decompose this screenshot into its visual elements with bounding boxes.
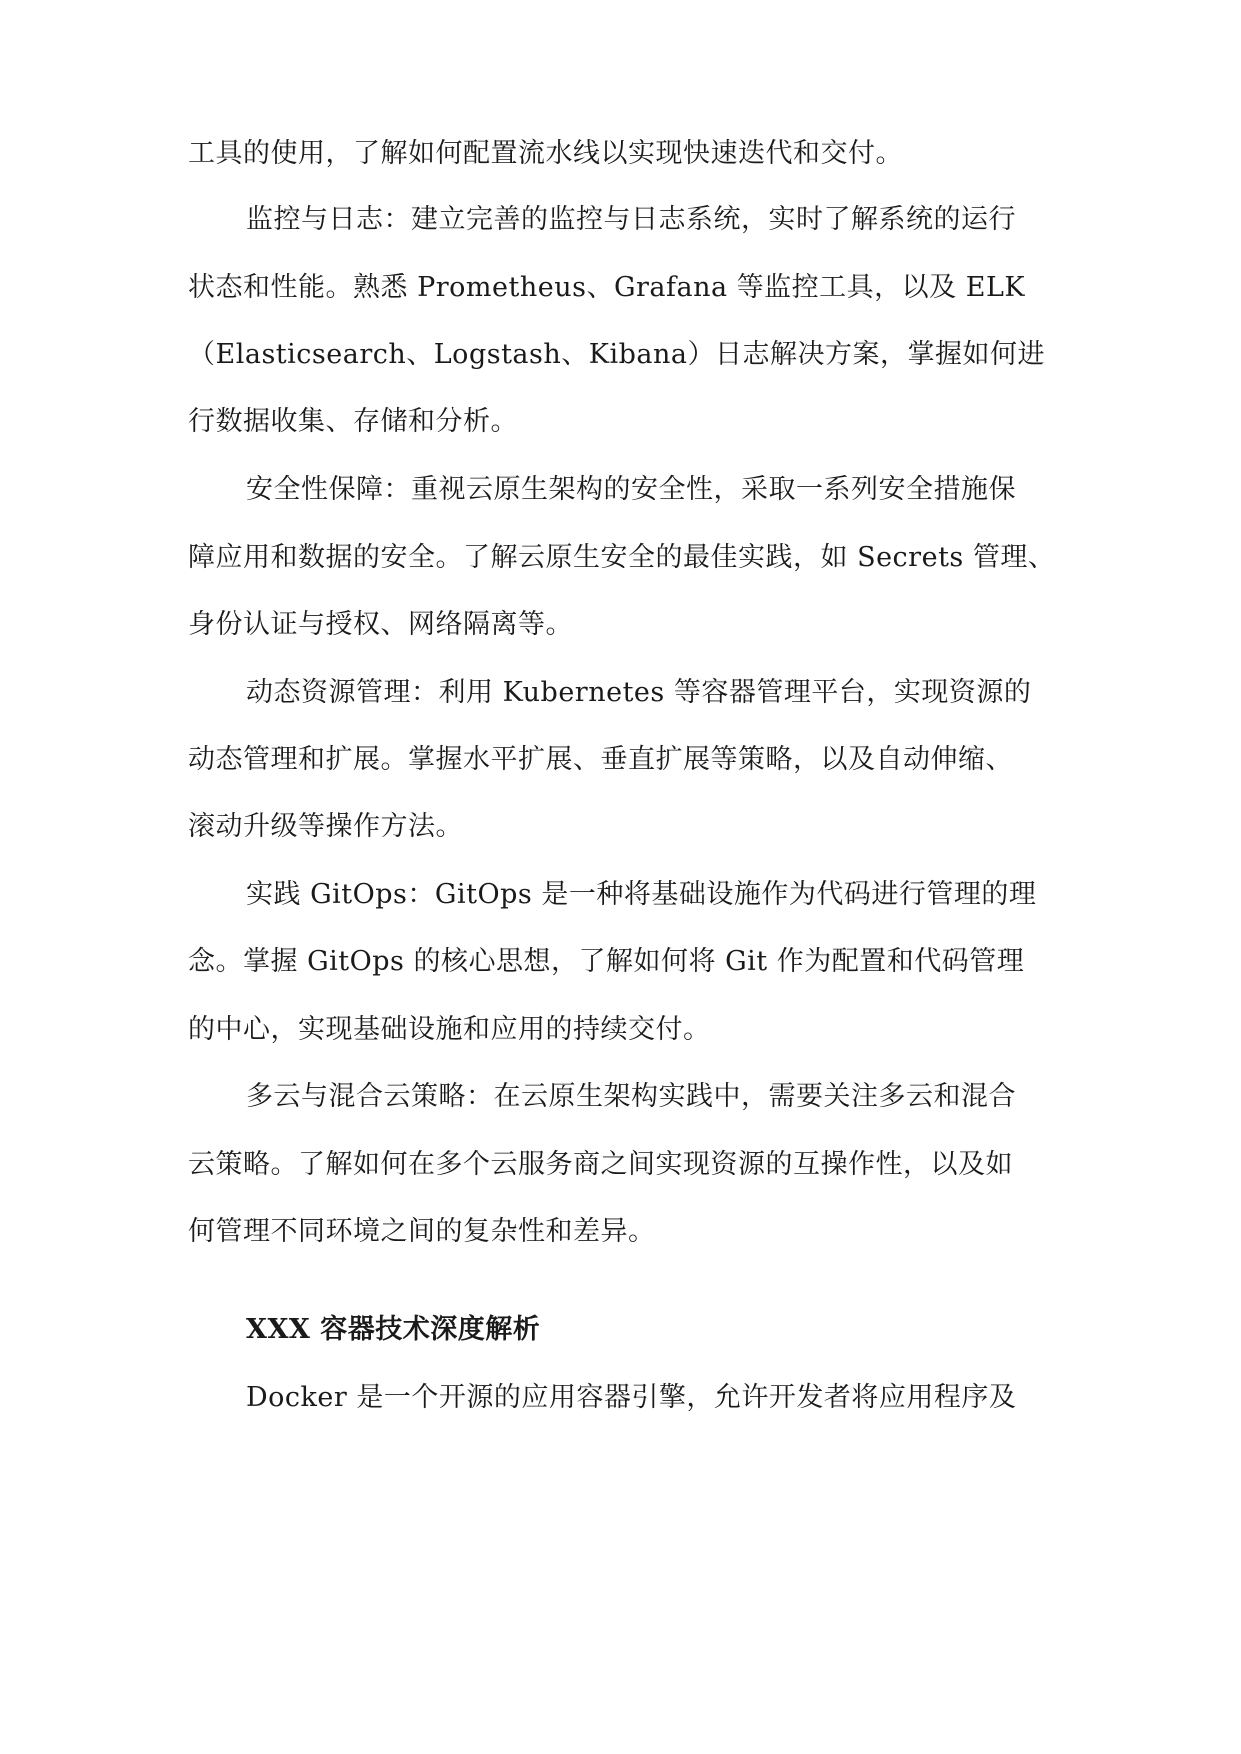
paragraph-line: 动态资源管理：利用 Kubernetes 等容器管理平台，实现资源的 <box>246 677 1032 708</box>
paragraph-line: 工具的使用，了解如何配置流水线以实现快速迭代和交付。 <box>188 138 903 169</box>
paragraph-line: Docker 是一个开源的应用容器引擎，允许开发者将应用程序及 <box>246 1382 1017 1413</box>
paragraph-line: 何管理不同环境之间的复杂性和差异。 <box>188 1216 656 1247</box>
paragraph-line: 动态管理和扩展。掌握水平扩展、垂直扩展等策略，以及自动伸缩、 <box>188 744 1013 775</box>
paragraph-line: 实践 GitOps：GitOps 是一种将基础设施作为代码进行管理的理 <box>246 879 1037 910</box>
paragraph-line: 状态和性能。熟悉 Prometheus、Grafana 等监控工具，以及 ELK <box>188 272 1026 303</box>
paragraph-line: 安全性保障：重视云原生架构的安全性，采取一系列安全措施保 <box>246 474 1016 505</box>
paragraph-line: 滚动升级等操作方法。 <box>188 811 463 842</box>
paragraph-line: 障应用和数据的安全。了解云原生安全的最佳实践，如 Secrets 管理、 <box>188 542 1056 573</box>
paragraph-line: 监控与日志：建立完善的监控与日志系统，实时了解系统的运行 <box>246 204 1016 235</box>
paragraph-line: 多云与混合云策略：在云原生架构实践中，需要关注多云和混合 <box>246 1081 1016 1112</box>
paragraph-line: 的中心，实现基础设施和应用的持续交付。 <box>188 1014 711 1045</box>
paragraph-line: 念。掌握 GitOps 的核心思想，了解如何将 Git 作为配置和代码管理 <box>188 946 1025 977</box>
paragraph-line: 云策略。了解如何在多个云服务商之间实现资源的互操作性，以及如 <box>188 1149 1013 1180</box>
paragraph-line: 身份认证与授权、网络隔离等。 <box>188 609 573 640</box>
paragraph-line: （Elasticsearch、Logstash、Kibana）日志解决方案，掌握如何进 <box>188 339 1045 370</box>
section-heading: XXX 容器技术深度解析 <box>246 1314 541 1345</box>
paragraph-line: 行数据收集、存储和分析。 <box>188 406 518 437</box>
